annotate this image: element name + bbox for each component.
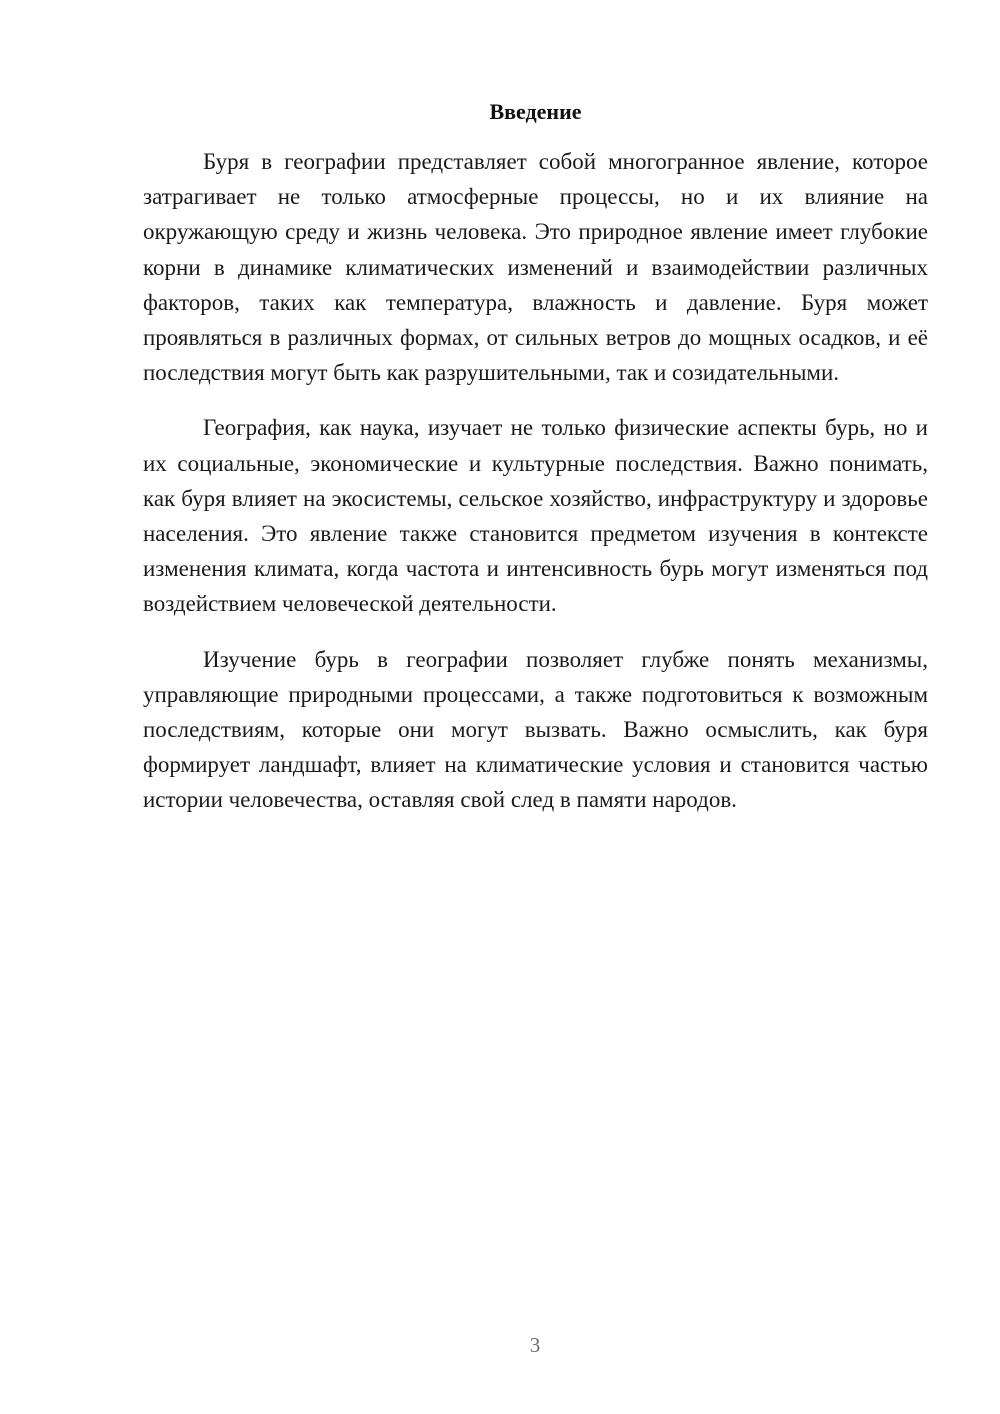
paragraph-1: Буря в географии представляет собой многогранное явление, которое затрагивает не только атмосферные процессы, но и их влияние на окружающую среду и жизнь человека. Это природное явление имеет глубокие корни в динамике климатических изменений и взаимодействии различных факторов, таких как температура, влажность и давление. Буря может проявляться в различных формах, от сильных ветров до мощных осадков, и её последствия могут быть как разрушительными, так и созидательными. (143, 149, 928, 386)
page-number: 3 (529, 1333, 541, 1357)
page-content (143, 96, 928, 838)
paragraph-3: Изучение бурь в географии позволяет глубже понять механизмы, управляющие природными процессами, а также подготовиться к возможным последствиям, которые они могут вызвать. Важно осмыслить, как буря формирует ландшафт, влияет на климатические условия и становится частью истории человечества, оставляя свой след в памяти народов. (143, 646, 928, 813)
paragraph-2: География, как наука, изучает не только физические аспекты бурь, но и их социальные, экономические и культурные последствия. Важно понимать, как буря влияет на экосистемы, сельское хозяйство, инфраструктуру и здоровье населения. Это явление также становится предметом изучения в контексте изменения климата, когда частота и интенсивность бурь могут изменяться под воздействием человеческой деятельности. (143, 415, 928, 617)
section-heading: Введение (489, 99, 582, 124)
